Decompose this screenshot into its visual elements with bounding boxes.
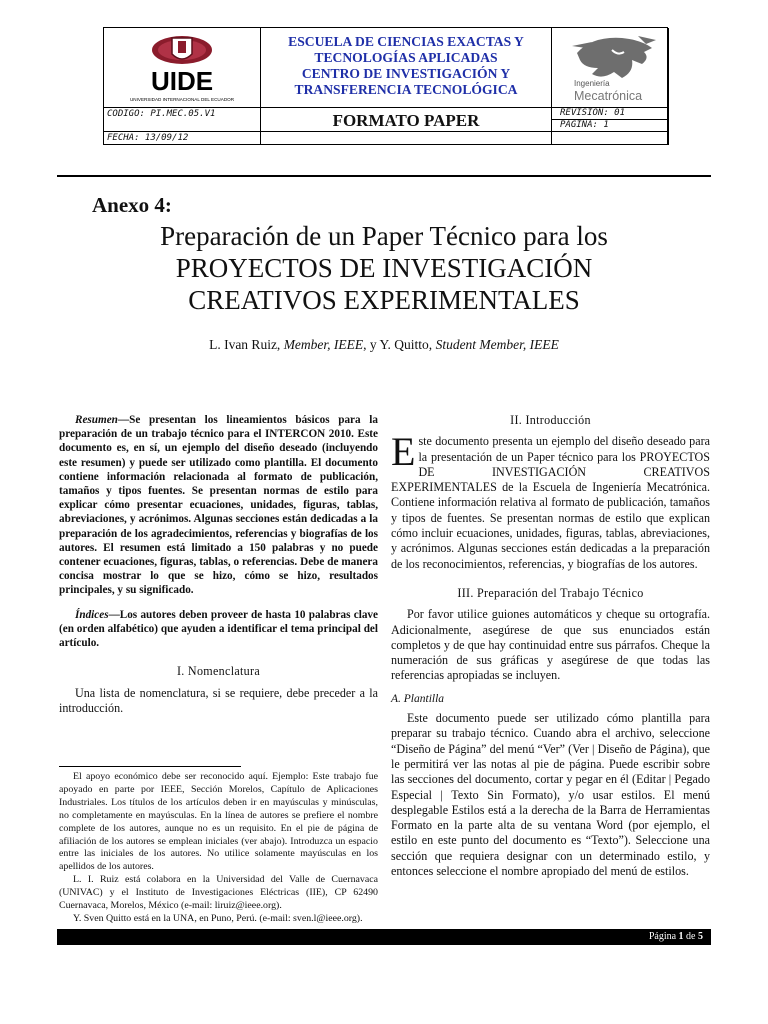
- mech-large-text: Mecatrónica: [574, 89, 643, 103]
- uide-logo: [104, 28, 261, 108]
- abstract: [59, 413, 378, 598]
- footnote-2: L. I. Ruiz está colabora en la Universidad del Valle de Cuernavaca (UNIVAC) y el Instituto de Investigaciones Eléctricas (IIE), CP 62490 Cuernavaca, Morelos, México (e-mail: liruiz@ieee.org).: [59, 874, 378, 912]
- date-label: FECHA: 13/09/12: [104, 132, 261, 145]
- section-2-heading: II. Introducción: [510, 413, 591, 427]
- section-1-heading: I. Nomenclatura: [176, 664, 261, 679]
- section-1-text: Una lista de nomenclatura, si se requiere, debe preceder a la introducción.: [59, 685, 378, 715]
- code-label: CODIGO: PI.MEC.05.V1: [104, 108, 261, 132]
- author-1: L. Ivan Ruiz,: [209, 337, 284, 352]
- mech-small-text: Ingeniería: [574, 79, 610, 88]
- document-header-table: [103, 27, 668, 145]
- author-1-role: Member, IEEE: [283, 337, 364, 352]
- section-2-text: [391, 429, 710, 572]
- logo-subtext: UNIVERSIDAD INTERNACIONAL DEL ECUADOR: [129, 97, 235, 102]
- format-filler-cell: [261, 132, 552, 145]
- index-terms-label: Índices: [75, 608, 109, 621]
- footer-current-page: 1: [678, 931, 684, 942]
- author-separator: , y Y. Quitto,: [363, 337, 436, 352]
- logo-wordmark: UIDE: [150, 66, 214, 96]
- subsection-a-heading: A. Plantilla: [391, 692, 445, 705]
- footer-mid: de: [683, 931, 698, 942]
- footnote-1: El apoyo económico debe ser reconocido aquí. Ejemplo: Este trabajo fue apoyado en parte por IEEE, Sección Morelos, Capítulo de Aplicaciones Industriales. Los títulos de los artículos deben ir en mayúsculas y minúsculas, no completamente en mayúsculas. En la línea de autores se prefiere el nombre complete de los autores, aunque no es un requisito. En el pie de página de afiliación de los autores se emplean iniciales (ver abajo). Introduzca un espacio entre las iniciales de los autores. No utilice solamente mayúsculas en los apellidos de los autores.: [59, 771, 378, 873]
- school-name-cell: [261, 28, 552, 108]
- right-column: [391, 413, 710, 879]
- tiger-logo: [552, 28, 669, 108]
- author-2-role: Student Member, IEEE: [435, 337, 559, 352]
- school-line-3: CENTRO DE INVESTIGACIÓN Y: [301, 66, 511, 81]
- section-3-heading: III. Preparación del Trabajo Técnico: [457, 585, 644, 600]
- index-terms-text: —Los autores deben proveer de hasta 10 palabras clave (en orden alfabético) que ayuden a identificar el tema principal del artículo.: [59, 608, 378, 650]
- abstract-text: —Se presentan los lineamientos básicos para la preparación de un trabajo técnico para el INTERCON 2010. Este documento es, en sí, un ejemplo del diseño deseado (incluyendo este resumen) y puede ser utilizado como plantilla. El documento contiene información relacionada al formato de publicación, tamaños y tipos fuentes. Se presentan normas de estilo para explicar cómo presentar ecuaciones, unidades, figuras, tablas, abreviaciones, y acrónimos. Algunas secciones están dedicadas a la preparación de los agradecimientos, referencias y biografías de los autores. El resumen está limitado a 150 palabras y no puede contener ecuaciones, figuras, tablas, o referencias. Debe de manera concisa mostrar lo que se hizo, cómo se hizo, resultados principales, y su significado.: [59, 414, 378, 597]
- section-2-body: ste documento presenta un ejemplo del diseño deseado para la presentación de un Paper técnico para los PROYECTOS DE INVESTIGACIÓN CREATIVOS EXPERIMENTALES de la Escuela de Ingeniería Mecatrónica. Contiene información relativa al formato de publicación, tamaños y tipos de fuentes. Se presentan normas de estilo que explican cómo incluir ecuaciones, unidades, figuras, tablas, abreviaciones, y acrónimos. Algunas secciones están dedicadas a la preparación de los reconocimientos, referencias, y biografías de los autores.: [391, 434, 710, 571]
- school-line-4: TRANSFERENCIA TECNOLÓGICA: [294, 82, 518, 97]
- footnote-3: Y. Sven Quitto está en la UNA, en Puno, Perú. (e-mail: sven.l@ieee.org).: [73, 912, 363, 924]
- footnote-divider: [59, 766, 241, 767]
- drop-cap: E: [391, 429, 416, 475]
- footnotes: [59, 771, 378, 926]
- left-column: [59, 413, 378, 716]
- format-title: FORMATO PAPER: [261, 108, 552, 132]
- mechatronics-logo-cell: [552, 28, 669, 108]
- school-line-2: TECNOLOGÍAS APLICADAS: [314, 50, 498, 65]
- footer-total-pages: 5: [698, 931, 703, 942]
- page-label: PAGINA: 1: [552, 120, 669, 132]
- title-line-3: CREATIVOS EXPERIMENTALES: [188, 285, 580, 315]
- subsection-a-text: Este documento puede ser utilizado cómo plantilla para preparar su trabajo técnico. Cuando abra el archivo, seleccione “Diseño de Página” del menú “Ver” (Ver | Diseño de Página), que le permitirá ver las notas al pie de página. Puede escribir sobre las secciones del documento, cortar y pegar en él (Editar | Pegado Especial | Texto Sin Formato), y/o usar estilos. El menú desplegable Estilos está a la derecha de la Barra de Herramientas Formato en la parte alta de su ventana Word (por ejemplo, el estilo en este punto del documento es “Texto”). Seleccione una sección que requiera designar con un determinado estilo, y entonces seleccione el nombre apropiado del menú de estilos.: [391, 711, 710, 879]
- paper-title: [100, 220, 668, 316]
- title-line-2: PROYECTOS DE INVESTIGACIÓN: [175, 253, 593, 283]
- index-terms: [59, 608, 378, 651]
- abstract-label: Resumen: [75, 414, 118, 426]
- uide-logo-cell: [104, 28, 261, 108]
- school-line-1: ESCUELA DE CIENCIAS EXACTAS Y: [288, 34, 524, 49]
- blank-filler-cell: [552, 132, 669, 145]
- header-divider: [57, 175, 711, 177]
- footer-prefix: Página: [648, 931, 679, 942]
- revision-label: REVISION: 01: [552, 108, 669, 120]
- section-3-text: Por favor utilice guiones automáticos y cheque su ortografía. Adicionalmente, asegúrese de que sus enunciados están completos y de que hay continuidad entre sus párrafos. Cheque la numeración de sus gráficas y asegúrese de que todas las referencias apropiadas se incluyen.: [391, 607, 710, 683]
- annex-heading: Anexo 4:: [92, 193, 172, 217]
- title-line-1: Preparación de un Paper Técnico para los: [160, 221, 608, 251]
- author-line: [100, 337, 668, 353]
- page-footer: [57, 929, 711, 945]
